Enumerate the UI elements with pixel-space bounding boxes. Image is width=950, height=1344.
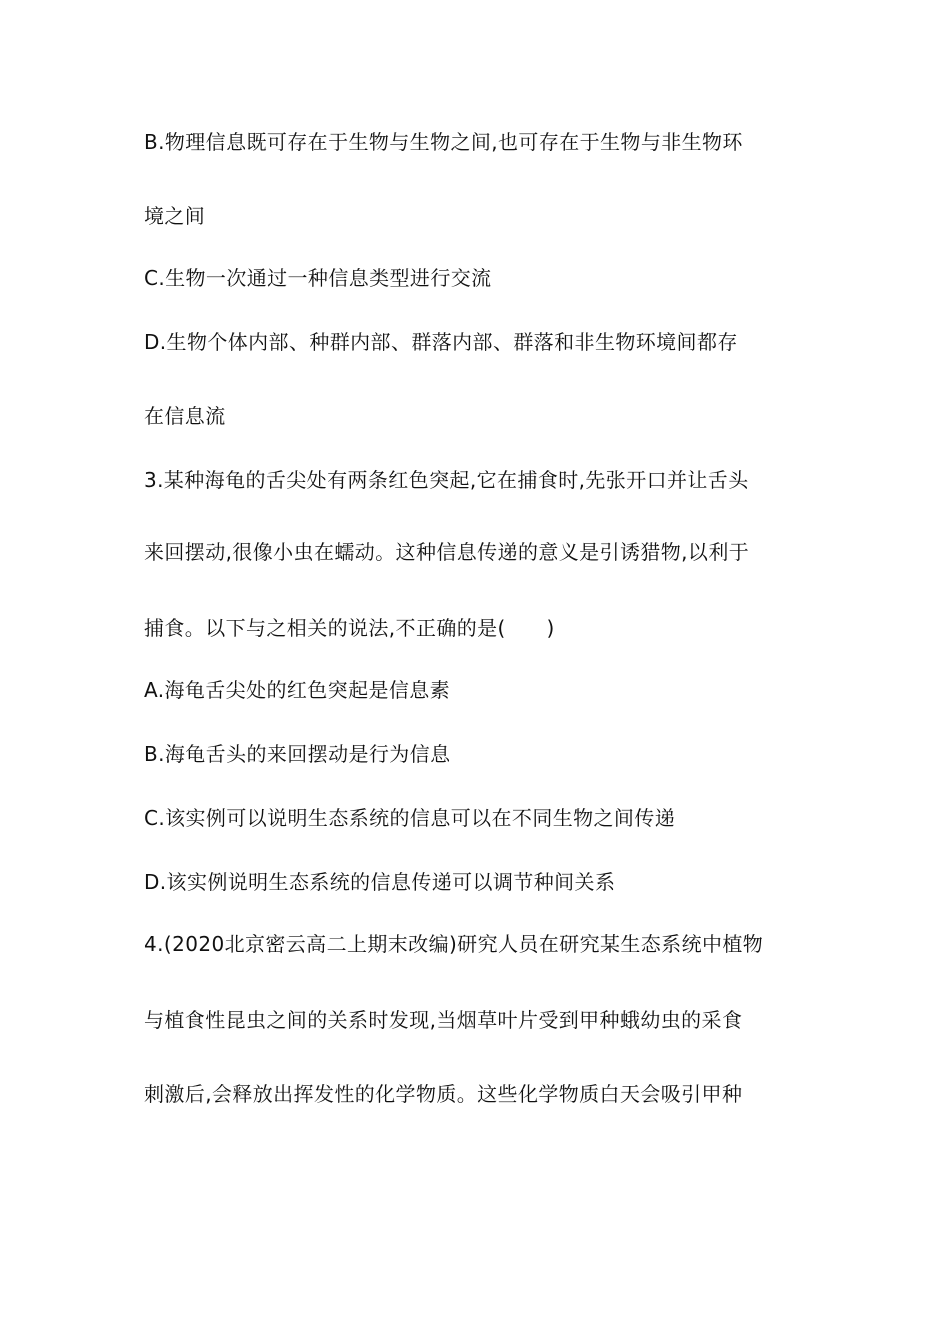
question4-line2: 与植食性昆虫之间的关系时发现,当烟草叶片受到甲种蛾幼虫的采食 — [144, 1008, 743, 1032]
option-c: C.生物一次通过一种信息类型进行交流 — [144, 266, 492, 290]
question3-line1: 3.某种海龟的舌尖处有两条红色突起,它在捕食时,先张开口并让舌头 — [144, 468, 749, 492]
option-d-line1: D.生物个体内部、种群内部、群落内部、群落和非生物环境间都存 — [144, 330, 738, 354]
option-b-line1: B.物理信息既可存在于生物与生物之间,也可存在于生物与非生物环 — [144, 130, 743, 154]
question3-line2: 来回摆动,很像小虫在蠕动。这种信息传递的意义是引诱猎物,以利于 — [144, 540, 750, 564]
q3-option-a: A.海龟舌尖处的红色突起是信息素 — [144, 678, 451, 702]
question4-line1: 4.(2020北京密云高二上期末改编)研究人员在研究某生态系统中植物 — [144, 932, 764, 956]
option-d-line2: 在信息流 — [144, 404, 226, 428]
question4-line3: 刺激后,会释放出挥发性的化学物质。这些化学物质白天会吸引甲种 — [144, 1082, 743, 1106]
question3-line3: 捕食。以下与之相关的说法,不正确的是( ) — [144, 616, 555, 640]
q3-option-d: D.该实例说明生态系统的信息传递可以调节种间关系 — [144, 870, 616, 894]
q3-option-c: C.该实例可以说明生态系统的信息可以在不同生物之间传递 — [144, 806, 676, 830]
option-b-line2: 境之间 — [144, 204, 206, 228]
q3-option-b: B.海龟舌头的来回摆动是行为信息 — [144, 742, 451, 766]
